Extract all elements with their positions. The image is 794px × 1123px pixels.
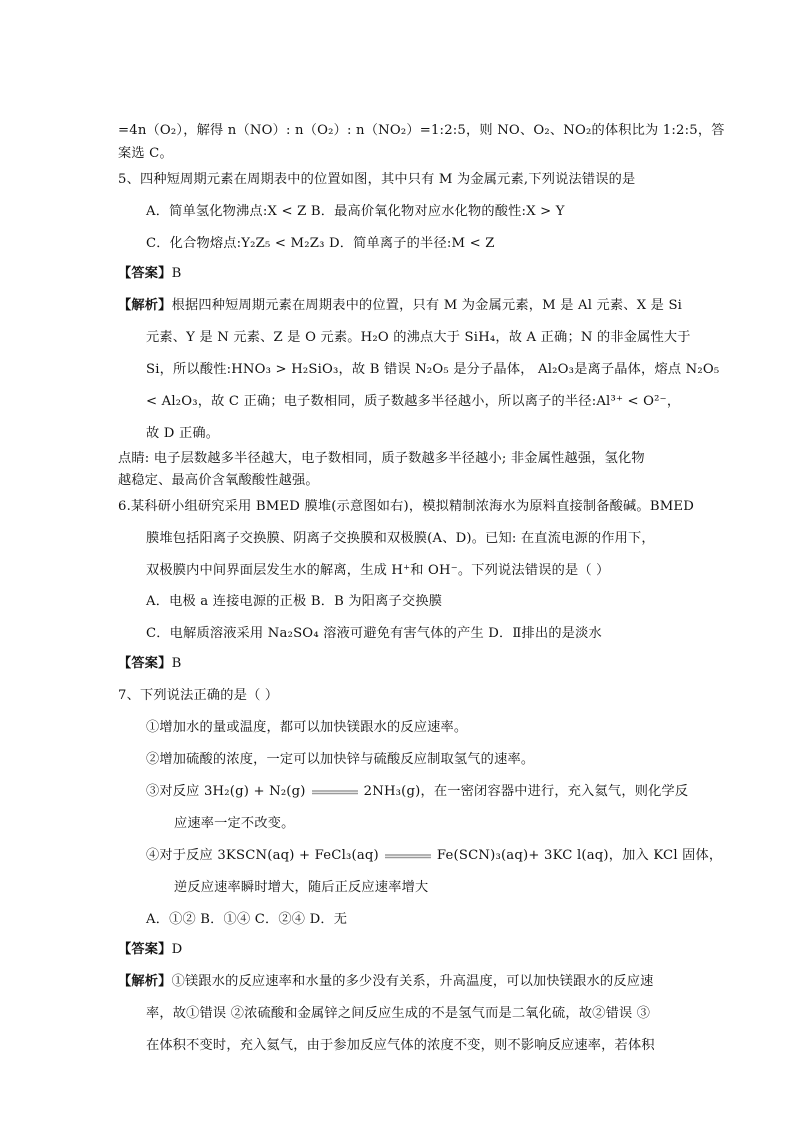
answer-tag: 【答案】 [118, 942, 172, 957]
question-7-item [146, 782, 688, 802]
question-7-item: 逆反应速率瞬时增大，随后正反应速率增大 [174, 880, 429, 895]
question-7-options: A．①② B．①④ C．②④ D．无 [146, 912, 348, 927]
question-7-item [146, 846, 722, 866]
question-5-stem: 5、四种短周期元素在周期表中的位置如图，其中只有 M 为金属元素,下列说法错误的是 [118, 172, 636, 187]
question-7-item: 应速率一定不改变。 [174, 816, 295, 831]
explanation-text: ①镁跟水的反应速率和水量的多少没有关系，升高温度，可以加快镁跟水的反应速 [171, 974, 654, 989]
reaction-left: ③对反应 3H₂(g) + N₂(g) [146, 784, 306, 799]
question-7-stem: 7、下列说法正确的是（ ） [118, 688, 279, 703]
question-6-options-ab: A．电极 a 连接电源的正极 B．B 为阳离子交换膜 [146, 594, 443, 609]
explanation-5-line [118, 296, 682, 316]
reaction-left: ④对于反应 3KSCN(aq) + FeCl₃(aq) [146, 848, 379, 863]
reaction-right: 2NH₃(g)，在一密闭容器中进行，充入氦气，则化学反 [363, 784, 689, 799]
equilibrium-arrow-icon [310, 789, 360, 795]
reaction-right: Fe(SCN)₃(aq)+ 3KC l(aq)，加入 KCl 固体， [436, 848, 723, 863]
equilibrium-arrow-icon [383, 853, 433, 859]
answer-value: B [171, 656, 182, 671]
answer-tag: 【答案】 [118, 656, 172, 671]
explanation-7-line [118, 972, 654, 992]
explanation-tag: 【解析】 [118, 974, 172, 989]
answer-6 [118, 654, 181, 674]
question-7-item: ②增加硫酸的浓度，一定可以加快锌与硫酸反应制取氢气的速率。 [146, 752, 535, 767]
answer-7 [118, 940, 182, 960]
explanation-7-line: 在体积不变时，充入氦气，由于参加反应气体的浓度不变，则不影响反应速率，若体积 [146, 1038, 655, 1053]
explanation-5-line: 元素、Y 是 N 元素、Z 是 O 元素。H₂O 的沸点大于 SiH₄，故 A 正确；N 的非金属性大于 [146, 330, 691, 345]
answer-5 [118, 264, 181, 284]
question-7-item: ①增加水的量或温度，都可以加快镁跟水的反应速率。 [146, 720, 468, 735]
question-5-options-cd: C．化合物熔点:Y₂Z₅ < M₂Z₃ D．简单离子的半径:M < Z [146, 236, 495, 251]
explanation-5-line: Si，所以酸性:HNO₃ > H₂SiO₃，故 B 错误 N₂O₅ 是分子晶体， Al₂O₃是离子晶体，熔点 N₂O₅ [146, 362, 720, 377]
question-6-stem: 双极膜内中间界面层发生水的解离，生成 H⁺和 OH⁻。下列说法错误的是（ ） [146, 563, 610, 578]
answer-value: B [171, 266, 182, 281]
tip-line: 越稳定、最高价含氧酸酸性越强。 [118, 473, 319, 488]
explanation-7-line: 率，故①错误 ②浓硫酸和金属锌之间反应生成的不是氢气而是二氧化硫，故②错误 ③ [146, 1006, 651, 1021]
explanation-5-line: 故 D 正确。 [146, 426, 220, 441]
question-6-stem: 膜堆包括阳离子交换膜、阴离子交换膜和双极膜(A、D)。已知: 在直流电源的作用下， [146, 531, 655, 546]
explanation-text: 根据四种短周期元素在周期表中的位置，只有 M 为金属元素，M 是 Al 元素、X 是 Si [171, 298, 683, 313]
text-line: =4n（O₂），解得 n（NO）: n（O₂）: n（NO₂）=1:2:5，则 NO、O₂、NO₂的体积比为 1:2:5，答 [118, 123, 725, 138]
explanation-5-line: < Al₂O₃，故 C 正确；电子数相同，质子数越多半径越小，所以离子的半径:Al³⁺ < O²⁻， [146, 394, 681, 409]
answer-value: D [171, 942, 183, 957]
tip-line: 点睛: 电子层数越多半径越大，电子数相同，质子数越多半径越小; 非金属性越强，氢化物 [118, 451, 645, 466]
question-5-options-ab: A．简单氢化物沸点:X < Z B．最高价氧化物对应水化物的酸性:X > Y [146, 204, 565, 219]
question-6-options-cd: C．电解质溶液采用 Na₂SO₄ 溶液可避免有害气体的产生 D．Ⅱ排出的是淡水 [146, 626, 602, 641]
question-6-stem: 6.某科研小组研究采用 BMED 膜堆(示意图如右)，模拟精制浓海水为原料直接制备酸碱。BMED [118, 499, 695, 514]
answer-tag: 【答案】 [118, 266, 172, 281]
text-line: 案选 C。 [118, 146, 173, 161]
explanation-tag: 【解析】 [118, 298, 172, 313]
